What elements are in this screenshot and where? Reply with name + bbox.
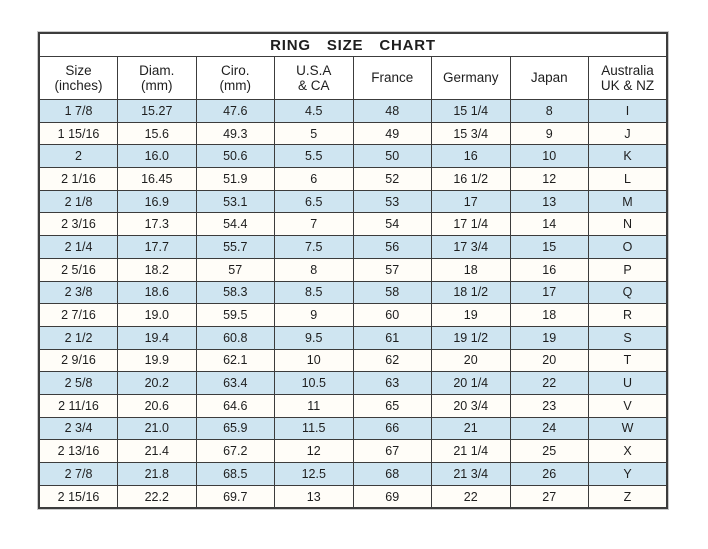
cell: 67 (353, 440, 432, 463)
cell: 21 3/4 (432, 463, 511, 486)
cell: O (589, 236, 668, 259)
cell: 16 (432, 145, 511, 168)
cell: 60.8 (196, 326, 275, 349)
cell: 27 (510, 485, 589, 508)
cell: 12 (510, 168, 589, 191)
cell: 60 (353, 304, 432, 327)
cell: Y (589, 463, 668, 486)
cell: 24 (510, 417, 589, 440)
cell: 65.9 (196, 417, 275, 440)
cell: 68 (353, 463, 432, 486)
column-header-diam-: Diam. (mm) (118, 57, 197, 100)
cell: 7 (275, 213, 354, 236)
table-head (39, 33, 667, 100)
table-row (39, 463, 667, 486)
cell: 2 9/16 (39, 349, 118, 372)
cell: 63.4 (196, 372, 275, 395)
cell: 21.8 (118, 463, 197, 486)
column-header-france: France (353, 57, 432, 100)
cell: 21 (432, 417, 511, 440)
table-body (39, 100, 667, 509)
cell: 2 3/8 (39, 281, 118, 304)
cell: 9.5 (275, 326, 354, 349)
cell: N (589, 213, 668, 236)
cell: 16.45 (118, 168, 197, 191)
cell: 15.27 (118, 100, 197, 123)
cell: 62 (353, 349, 432, 372)
cell: 12 (275, 440, 354, 463)
cell: 65 (353, 394, 432, 417)
table-row (39, 394, 667, 417)
cell: 18 1/2 (432, 281, 511, 304)
cell: 15.6 (118, 122, 197, 145)
cell: K (589, 145, 668, 168)
chart-title: RING SIZE CHART (39, 33, 667, 57)
cell: 15 1/4 (432, 100, 511, 123)
cell: 8.5 (275, 281, 354, 304)
cell: 63 (353, 372, 432, 395)
cell: 56 (353, 236, 432, 259)
cell: 25 (510, 440, 589, 463)
cell: 58 (353, 281, 432, 304)
ring-size-table (38, 32, 668, 509)
cell: 2 (39, 145, 118, 168)
cell: 20.6 (118, 394, 197, 417)
cell: 10 (275, 349, 354, 372)
column-header-size: Size (inches) (39, 57, 118, 100)
cell: 16.0 (118, 145, 197, 168)
cell: 8 (275, 258, 354, 281)
cell: J (589, 122, 668, 145)
cell: 17 (432, 190, 511, 213)
cell: 53 (353, 190, 432, 213)
cell: 21 1/4 (432, 440, 511, 463)
cell: 19 (510, 326, 589, 349)
table-row (39, 326, 667, 349)
cell: 2 1/2 (39, 326, 118, 349)
cell: 2 1/4 (39, 236, 118, 259)
cell: 2 7/16 (39, 304, 118, 327)
cell: 62.1 (196, 349, 275, 372)
cell: 2 3/16 (39, 213, 118, 236)
cell: 5.5 (275, 145, 354, 168)
cell: 6 (275, 168, 354, 191)
cell: 19.4 (118, 326, 197, 349)
cell: R (589, 304, 668, 327)
cell: 2 1/8 (39, 190, 118, 213)
cell: 20 3/4 (432, 394, 511, 417)
table-row (39, 485, 667, 508)
cell: 55.7 (196, 236, 275, 259)
cell: 14 (510, 213, 589, 236)
cell: 22 (510, 372, 589, 395)
cell: 18.2 (118, 258, 197, 281)
table-row (39, 168, 667, 191)
table-row (39, 281, 667, 304)
cell: 20.2 (118, 372, 197, 395)
cell: 21.4 (118, 440, 197, 463)
cell: 16 1/2 (432, 168, 511, 191)
cell: 20 (432, 349, 511, 372)
table-row (39, 304, 667, 327)
cell: 17.7 (118, 236, 197, 259)
cell: 53.1 (196, 190, 275, 213)
cell: 2 5/16 (39, 258, 118, 281)
cell: 69 (353, 485, 432, 508)
cell: 61 (353, 326, 432, 349)
cell: 15 (510, 236, 589, 259)
cell: Z (589, 485, 668, 508)
cell: 1 15/16 (39, 122, 118, 145)
cell: 2 13/16 (39, 440, 118, 463)
cell: 21.0 (118, 417, 197, 440)
cell: 23 (510, 394, 589, 417)
cell: 50.6 (196, 145, 275, 168)
cell: 59.5 (196, 304, 275, 327)
cell: Q (589, 281, 668, 304)
cell: 19.0 (118, 304, 197, 327)
column-header-u-s-a: U.S.A & CA (275, 57, 354, 100)
cell: X (589, 440, 668, 463)
table-row (39, 417, 667, 440)
cell: L (589, 168, 668, 191)
cell: 54 (353, 213, 432, 236)
cell: 15 3/4 (432, 122, 511, 145)
cell: 16 (510, 258, 589, 281)
cell: 1 7/8 (39, 100, 118, 123)
title-row (39, 33, 667, 57)
cell: 11.5 (275, 417, 354, 440)
cell: 11 (275, 394, 354, 417)
cell: 22.2 (118, 485, 197, 508)
cell: 2 7/8 (39, 463, 118, 486)
cell: 19.9 (118, 349, 197, 372)
cell: 47.6 (196, 100, 275, 123)
cell: 2 11/16 (39, 394, 118, 417)
cell: 2 5/8 (39, 372, 118, 395)
column-header-australia: Australia UK & NZ (589, 57, 668, 100)
cell: 18.6 (118, 281, 197, 304)
cell: 10 (510, 145, 589, 168)
cell: S (589, 326, 668, 349)
cell: 49 (353, 122, 432, 145)
cell: 17 1/4 (432, 213, 511, 236)
cell: 64.6 (196, 394, 275, 417)
table-row (39, 258, 667, 281)
cell: 54.4 (196, 213, 275, 236)
column-header-row (39, 57, 667, 100)
cell: 9 (275, 304, 354, 327)
cell: 57 (353, 258, 432, 281)
cell: 18 (432, 258, 511, 281)
cell: 66 (353, 417, 432, 440)
cell: 20 1/4 (432, 372, 511, 395)
table-row (39, 100, 667, 123)
column-header-ciro-: Ciro. (mm) (196, 57, 275, 100)
cell: 5 (275, 122, 354, 145)
table-row (39, 213, 667, 236)
cell: 51.9 (196, 168, 275, 191)
cell: 20 (510, 349, 589, 372)
cell: 19 (432, 304, 511, 327)
cell: 26 (510, 463, 589, 486)
cell: 7.5 (275, 236, 354, 259)
table-row (39, 122, 667, 145)
cell: 17 (510, 281, 589, 304)
cell: 2 1/16 (39, 168, 118, 191)
table-row (39, 372, 667, 395)
cell: W (589, 417, 668, 440)
table-row (39, 440, 667, 463)
cell: 6.5 (275, 190, 354, 213)
table-row (39, 349, 667, 372)
cell: 69.7 (196, 485, 275, 508)
cell: 13 (275, 485, 354, 508)
cell: I (589, 100, 668, 123)
cell: 67.2 (196, 440, 275, 463)
cell: 17 3/4 (432, 236, 511, 259)
column-header-japan: Japan (510, 57, 589, 100)
cell: T (589, 349, 668, 372)
cell: 68.5 (196, 463, 275, 486)
cell: V (589, 394, 668, 417)
cell: 17.3 (118, 213, 197, 236)
cell: 10.5 (275, 372, 354, 395)
cell: 16.9 (118, 190, 197, 213)
cell: 9 (510, 122, 589, 145)
cell: 4.5 (275, 100, 354, 123)
cell: 22 (432, 485, 511, 508)
table-row (39, 190, 667, 213)
cell: 2 15/16 (39, 485, 118, 508)
cell: 8 (510, 100, 589, 123)
table-row (39, 236, 667, 259)
cell: U (589, 372, 668, 395)
cell: 48 (353, 100, 432, 123)
cell: 18 (510, 304, 589, 327)
cell: 52 (353, 168, 432, 191)
cell: 49.3 (196, 122, 275, 145)
cell: 13 (510, 190, 589, 213)
cell: 50 (353, 145, 432, 168)
cell: 12.5 (275, 463, 354, 486)
cell: M (589, 190, 668, 213)
table-row (39, 145, 667, 168)
cell: 19 1/2 (432, 326, 511, 349)
cell: 57 (196, 258, 275, 281)
cell: P (589, 258, 668, 281)
column-header-germany: Germany (432, 57, 511, 100)
cell: 58.3 (196, 281, 275, 304)
cell: 2 3/4 (39, 417, 118, 440)
